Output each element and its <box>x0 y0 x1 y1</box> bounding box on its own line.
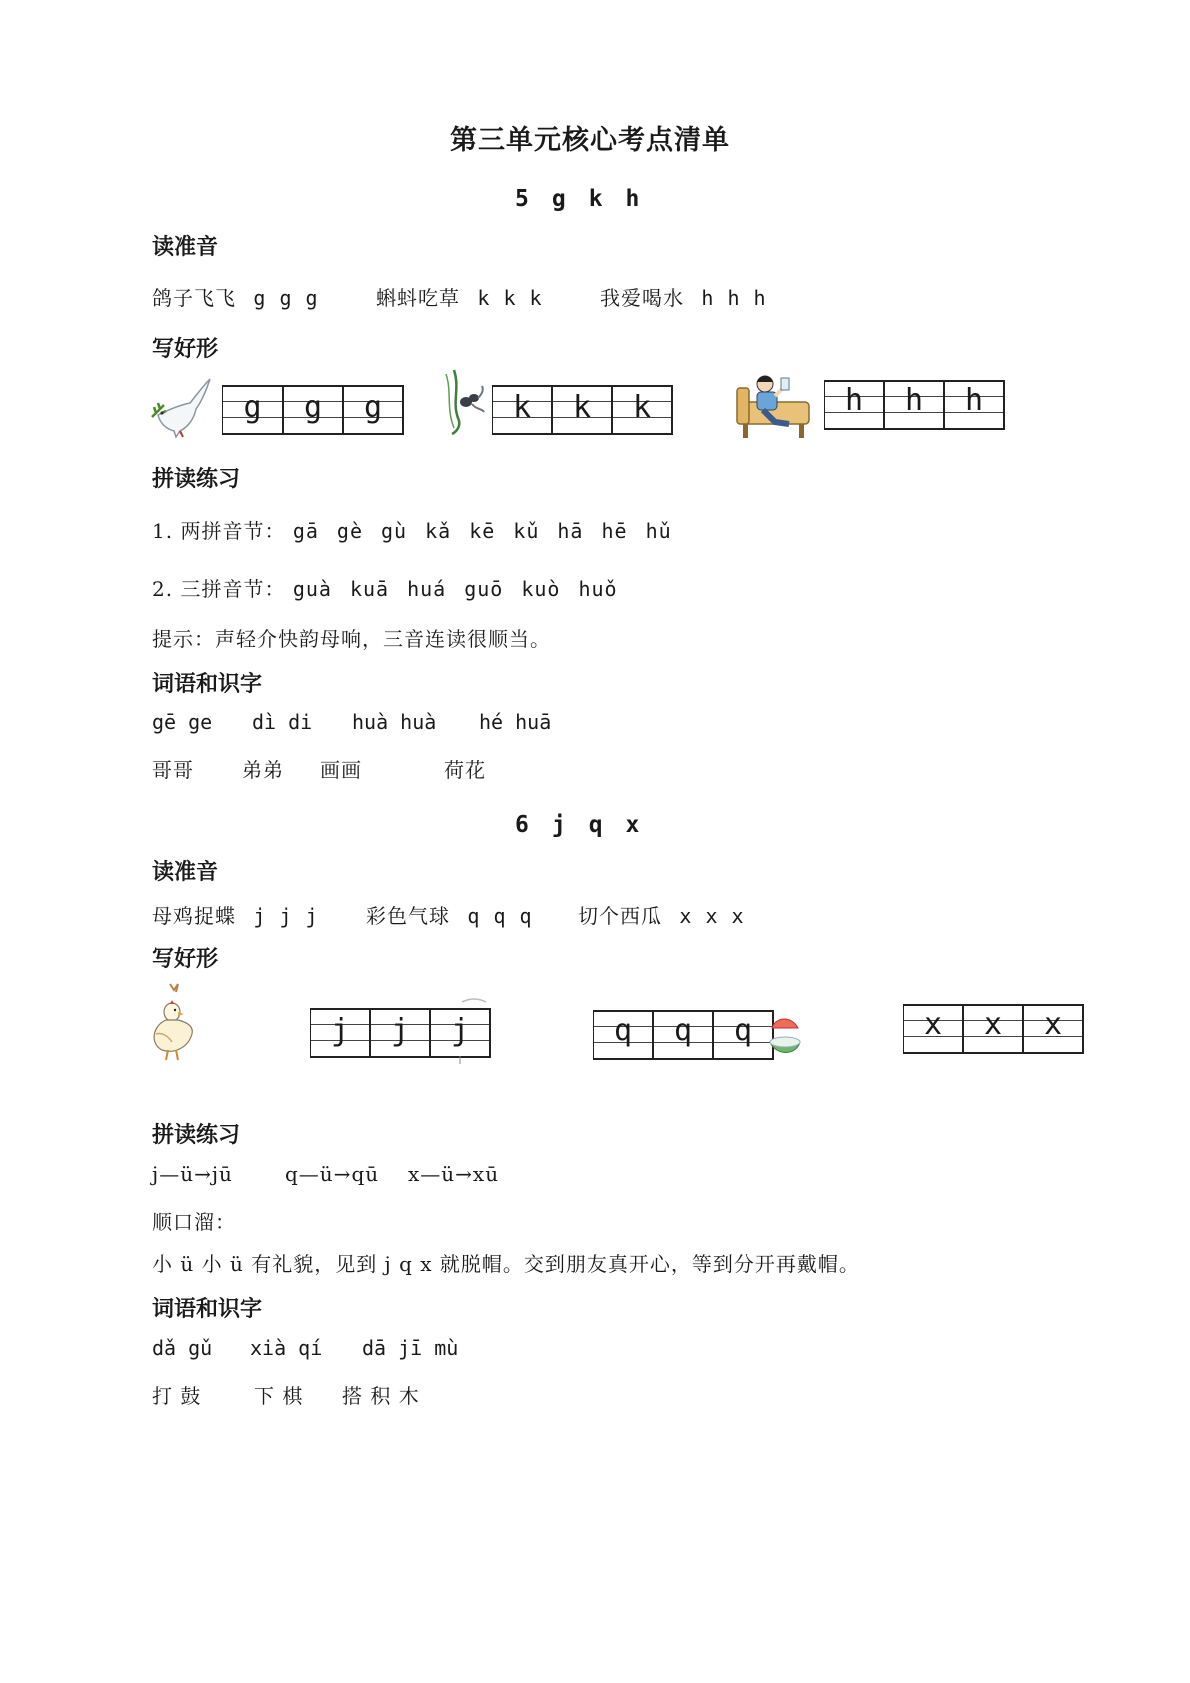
writing-grid-g <box>222 385 404 435</box>
grid-cell: k <box>613 387 673 433</box>
syllable: kǎ <box>425 519 452 543</box>
grid-cell: x <box>964 1006 1024 1052</box>
grid-cell: j <box>371 1010 431 1056</box>
syllable: huǒ <box>578 577 618 601</box>
read-letters: h h h <box>701 286 767 310</box>
syllable: guō <box>464 577 504 601</box>
lesson-5-write-heading: 写好形 <box>152 337 219 362</box>
lesson-5-read-heading: 读准音 <box>152 235 219 260</box>
pinyin-word: hé huā <box>479 710 552 734</box>
grid-cell: g <box>284 387 344 433</box>
pinyin-word: dǎ gǔ <box>152 1336 213 1360</box>
writing-grid-q <box>593 1010 774 1060</box>
read-phrase: 彩色气球 <box>366 904 450 928</box>
hanzi-word: 荷花 <box>444 758 486 782</box>
watermelon-icon <box>768 1012 802 1058</box>
read-phrase: 切个西瓜 <box>578 904 662 928</box>
grid-cell: q <box>594 1012 654 1058</box>
read-phrase: 鸽子飞飞 <box>152 286 236 310</box>
read-item <box>376 282 543 311</box>
read-item <box>152 900 319 929</box>
writing-grid-x <box>903 1004 1084 1054</box>
pinyin-word: dā jī mù <box>362 1336 459 1360</box>
lesson-6-practice-heading: 拼读练习 <box>152 1123 241 1148</box>
boy-drinking-icon <box>735 372 817 440</box>
grid-cell: x <box>904 1006 964 1052</box>
hanzi-word: 打 鼓 <box>152 1384 202 1408</box>
read-letters: q q q <box>467 904 533 928</box>
spelling-item: x—ü→xū <box>408 1162 500 1186</box>
three-syllable-label: 2. 三拼音节： <box>152 577 286 601</box>
read-phrase: 蝌蚪吃草 <box>376 286 460 310</box>
grid-cell: x <box>1024 1006 1084 1052</box>
lesson-6-write-heading: 写好形 <box>152 947 219 972</box>
hanzi-word: 哥哥 <box>152 758 194 782</box>
rhyme-label: 顺口溜： <box>152 1210 236 1234</box>
grid-cell: q <box>654 1012 714 1058</box>
read-phrase: 母鸡捉蝶 <box>152 904 236 928</box>
read-letters: x x x <box>679 904 745 928</box>
grid-cell: k <box>553 387 613 433</box>
syllable: huá <box>407 577 447 601</box>
hen-icon <box>148 982 196 1062</box>
syllable: hē <box>601 519 628 543</box>
read-letters: j j j <box>253 904 319 928</box>
pinyin-word: xià qí <box>250 1336 323 1360</box>
syllable: guà <box>292 577 332 601</box>
hanzi-word: 弟弟 <box>242 758 284 782</box>
lesson-5-heading: 5 g k h <box>515 186 640 212</box>
read-item <box>366 900 533 929</box>
read-item <box>600 282 767 311</box>
grid-cell: g <box>223 387 284 433</box>
pinyin-word: huà huà <box>352 710 437 734</box>
grid-cell: h <box>885 382 945 428</box>
lesson-6-heading: 6 j q x <box>515 812 640 838</box>
syllable: gè <box>336 519 363 543</box>
hanzi-word: 搭 积 木 <box>342 1384 420 1408</box>
two-syllable-list <box>293 519 672 543</box>
lesson-6-words-heading: 词语和识字 <box>152 1297 263 1322</box>
two-syllable-row <box>152 515 672 544</box>
balloon-icon <box>456 996 490 1066</box>
rhyme-text: 小 ü 小 ü 有礼貌，见到 j q x 就脱帽。交到朋友真开心，等到分开再戴帽。 <box>152 1252 860 1276</box>
lesson-6-read-heading: 读准音 <box>152 860 219 885</box>
lesson-5-words-heading: 词语和识字 <box>152 672 263 697</box>
grid-cell: g <box>344 387 404 433</box>
writing-grid-k <box>492 385 673 435</box>
writing-grid-h <box>824 380 1005 430</box>
grid-cell: k <box>493 387 553 433</box>
page-title: 第三单元核心考点清单 <box>450 125 730 156</box>
lesson-5-practice-heading: 拼读练习 <box>152 467 241 492</box>
grid-cell: q <box>714 1012 774 1058</box>
three-syllable-list <box>293 577 618 601</box>
syllable: gù <box>381 519 408 543</box>
grid-cell: h <box>945 382 1005 428</box>
syllable: kuò <box>521 577 561 601</box>
read-item <box>152 282 319 311</box>
pinyin-word: gē ge <box>152 710 213 734</box>
tip-text: 提示：声轻介快韵母响，三音连读很顺当。 <box>152 627 551 651</box>
three-syllable-row <box>152 573 618 602</box>
pinyin-word: dì di <box>252 710 313 734</box>
read-letters: g g g <box>253 286 319 310</box>
hanzi-word: 画画 <box>320 758 362 782</box>
read-item <box>578 900 745 929</box>
grid-cell: j <box>311 1010 371 1056</box>
spelling-item: q—ü→qū <box>285 1162 380 1186</box>
read-letters: k k k <box>477 286 543 310</box>
dove-icon <box>150 375 212 439</box>
syllable: kuā <box>349 577 390 601</box>
grid-cell: j <box>431 1010 491 1056</box>
tadpole-icon <box>442 368 486 436</box>
syllable: kǔ <box>513 519 540 543</box>
hanzi-word: 下 棋 <box>254 1384 304 1408</box>
syllable: hā <box>557 519 584 543</box>
spelling-item: j—ü→jū <box>152 1162 233 1186</box>
syllable: hǔ <box>645 519 672 543</box>
read-phrase: 我爱喝水 <box>600 286 684 310</box>
syllable: kē <box>469 519 496 543</box>
syllable: gā <box>292 519 319 543</box>
two-syllable-label: 1. 两拼音节： <box>152 519 286 543</box>
grid-cell: h <box>825 382 885 428</box>
